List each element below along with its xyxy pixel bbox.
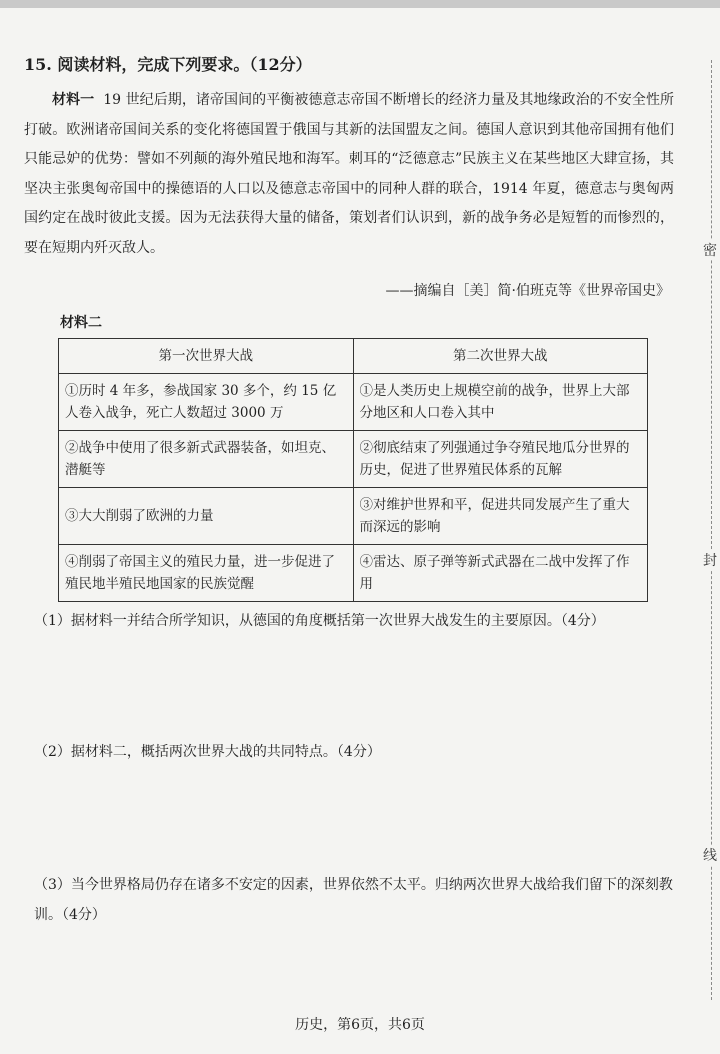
question-title: 15. 阅读材料，完成下列要求。（12分） [24,55,312,74]
sub-question-3: （3）当今世界格局仍存在诸多不安定的因素，世界依然不太平。归纳两次世界大战给我们留下的深刻教训。（4分） [34,877,673,923]
material1-paragraph [24,86,674,263]
sub-question-2: （2）据材料二，概括两次世界大战的共同特点。（4分） [34,744,381,760]
page-footer: 历史，第6页，共6页 [295,1017,425,1033]
table-cell: ③对维护世界和平，促进共同发展产生了重大而深远的影响 [353,488,648,545]
table-cell: ④削弱了帝国主义的殖民力量，进一步促进了殖民地半殖民地国家的民族觉醒 [59,545,354,602]
table-cell: ④雷达、原子弹等新式武器在二战中发挥了作用 [353,545,648,602]
comparison-table [58,338,648,602]
material2-label: 材料二 [60,315,102,331]
seal-char-feng: 封 [702,550,718,570]
table-header-row [59,339,648,374]
table-cell: ①是人类历史上规模空前的战争，世界上大部分地区和人口卷入其中 [353,374,648,431]
table-cell: ①历时 4 年多，参战国家 30 多个，约 15 亿人卷入战争，死亡人数超过 3000 万 [59,374,354,431]
sub-question-1: （1）据材料一并结合所学知识，从德国的角度概括第一次世界大战发生的主要原因。（4分） [34,613,605,629]
table-cell: ②彻底结束了列强通过争夺殖民地瓜分世界的历史，促进了世界殖民体系的瓦解 [353,431,648,488]
table-row [59,431,648,488]
material1-source: ——摘编自［美］简·伯班克等《世界帝国史》 [385,283,670,299]
table-row [59,545,648,602]
table-cell: ②战争中使用了很多新式武器装备，如坦克、潜艇等 [59,431,354,488]
top-strip [0,0,720,8]
table-row [59,488,648,545]
material1-label: 材料一 [52,92,95,108]
seal-char-xian: 线 [702,845,718,865]
material1-text: 19 世纪后期，诸帝国间的平衡被德意志帝国不断增长的经济力量及其地缘政治的不安全性所打破。欧洲诸帝国间关系的变化将德国置于俄国与其新的法国盟友之间。德国人意识到其他帝国拥有他们只能忌妒的优势：譬如不列颠的海外殖民地和海军。刺耳的“泛德意志”民族主义在某些地区大肆宣扬，其坚决主张奥匈帝国中的操德语的人口以及德意志帝国中的同种人群的联合，1914 年夏，德意志与奥匈两国约定在战时彼此支援。因为无法获得大量的储备，策划者们认识到，新的战争务必是短暂的而惨烈的，要在短期内歼灭敌人。 [24,92,675,256]
table-cell: ③大大削弱了欧洲的力量 [59,488,354,545]
table-header-ww2: 第二次世界大战 [353,339,648,374]
seal-char-mi: 密 [702,240,718,260]
table-header-ww1: 第一次世界大战 [59,339,354,374]
table-row [59,374,648,431]
